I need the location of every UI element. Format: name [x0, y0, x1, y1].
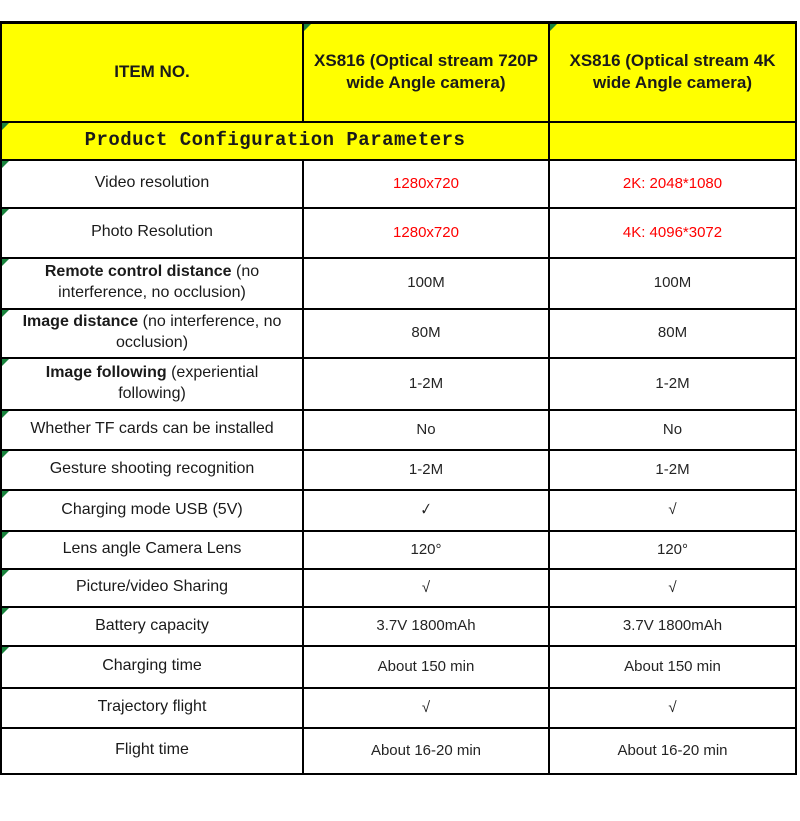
- item-cell: [1, 688, 303, 728]
- item-cell: [1, 258, 303, 309]
- item-cell: [1, 607, 303, 646]
- corner-marker-icon: [2, 259, 9, 266]
- value-cell-720p: 3.7V 1800mAh: [303, 607, 549, 646]
- value-cell-4k: 4K: 4096*3072: [549, 208, 796, 258]
- value-cell-4k: [549, 688, 796, 728]
- item-cell: [1, 208, 303, 258]
- value-cell-720p: 120°: [303, 531, 549, 569]
- item-label: Flight time: [115, 741, 189, 759]
- corner-marker-icon: [2, 310, 9, 317]
- section-title-row: [1, 122, 796, 160]
- value-cell-720p: 1-2M: [303, 358, 549, 410]
- corner-marker-icon: [2, 161, 9, 168]
- value-cell-720p: [303, 569, 549, 607]
- value-cell-4k: About 150 min: [549, 646, 796, 688]
- header-cell-item-no: [1, 23, 303, 122]
- value-cell-720p: No: [303, 410, 549, 450]
- value-cell-720p: About 16-20 min: [303, 728, 549, 774]
- checkmark-icon: ✓: [419, 499, 433, 520]
- table-row-photo-resolution: [1, 208, 796, 258]
- header-cell-720p-model: [303, 23, 549, 122]
- item-label: Charging mode USB (5V): [61, 500, 243, 518]
- table-row-remote-control-distance: [1, 258, 796, 309]
- item-cell: [1, 160, 303, 208]
- item-cell: [1, 309, 303, 358]
- value-cell-4k: 120°: [549, 531, 796, 569]
- table-row-trajectory-flight: [1, 688, 796, 728]
- table-row-flight-time: [1, 728, 796, 774]
- section-empty-cell: [549, 122, 796, 160]
- table-row-tf-cards: [1, 410, 796, 450]
- item-label: Battery capacity: [95, 616, 209, 634]
- value-cell-720p: [303, 490, 549, 531]
- item-label: Whether TF cards can be installed: [30, 420, 274, 438]
- table-row-image-distance: [1, 309, 796, 358]
- table-row-charging-time: [1, 646, 796, 688]
- header-cell-4k-model: [549, 23, 796, 122]
- table-row-video-resolution: [1, 160, 796, 208]
- item-label: Picture/video Sharing: [75, 578, 229, 596]
- item-cell: [1, 410, 303, 450]
- table-row-lens-angle: [1, 531, 796, 569]
- value-cell-4k: 3.7V 1800mAh: [549, 607, 796, 646]
- item-label: Charging time: [102, 657, 202, 675]
- section-title: Product Configuration Parameters: [84, 129, 466, 152]
- product-spec-table: [0, 21, 797, 775]
- value-cell-4k: [549, 569, 796, 607]
- item-label-rest: (experiential following): [118, 363, 259, 402]
- value-cell-720p: 1-2M: [303, 450, 549, 490]
- value-cell-720p: 1280x720: [303, 208, 549, 258]
- corner-marker-icon: [550, 24, 557, 31]
- value-cell-4k: 80M: [549, 309, 796, 358]
- value-cell-720p: About 150 min: [303, 646, 549, 688]
- corner-marker-icon: [2, 411, 9, 418]
- item-cell: [1, 728, 303, 774]
- item-cell: [1, 531, 303, 569]
- item-no-label: ITEM NO.: [114, 62, 190, 82]
- value-cell-4k: About 16-20 min: [549, 728, 796, 774]
- item-cell: [1, 450, 303, 490]
- item-label: Gesture shooting recognition: [49, 460, 255, 478]
- checkmark-icon: √: [668, 578, 677, 596]
- item-label-rest: (no interference, no occlusion): [115, 313, 282, 351]
- corner-marker-icon: [2, 359, 9, 366]
- item-label: Lens angle Camera Lens: [62, 540, 242, 558]
- item-cell: [1, 646, 303, 688]
- item-label-bold: Image following: [45, 363, 167, 381]
- corner-marker-icon: [2, 451, 9, 458]
- corner-marker-icon: [2, 532, 9, 539]
- corner-marker-icon: [2, 123, 9, 130]
- corner-marker-icon: [2, 570, 9, 577]
- value-cell-4k: 2K: 2048*1080: [549, 160, 796, 208]
- table-row-battery-capacity: [1, 607, 796, 646]
- corner-marker-icon: [2, 647, 9, 654]
- corner-marker-icon: [304, 24, 311, 31]
- value-cell-720p: 80M: [303, 309, 549, 358]
- checkmark-icon: √: [421, 698, 431, 716]
- value-cell-4k: 1-2M: [549, 358, 796, 410]
- model-4k-title: XS816 (Optical stream 4K wide Angle camera): [569, 51, 776, 93]
- corner-marker-icon: [2, 209, 9, 216]
- item-label-bold: Image distance: [22, 313, 139, 331]
- item-label: Photo Resolution: [91, 223, 213, 241]
- item-label: Trajectory flight: [97, 698, 207, 716]
- value-cell-4k: [549, 490, 796, 531]
- corner-marker-icon: [2, 491, 9, 498]
- item-cell: [1, 569, 303, 607]
- item-cell: [1, 358, 303, 410]
- checkmark-icon: √: [668, 501, 677, 519]
- item-label-rest: (no interference, no occlusion): [58, 263, 260, 301]
- value-cell-720p: 1280x720: [303, 160, 549, 208]
- table-header-row: [1, 23, 796, 122]
- table-row-picture-video-sharing: [1, 569, 796, 607]
- item-label-bold: Remote control distance: [44, 263, 232, 281]
- model-720p-title: XS816 (Optical stream 720P wide Angle camera): [314, 51, 538, 93]
- table-row-charging-mode: [1, 490, 796, 531]
- item-cell: [1, 490, 303, 531]
- value-cell-4k: 1-2M: [549, 450, 796, 490]
- item-label: Video resolution: [94, 174, 210, 192]
- checkmark-icon: √: [421, 578, 431, 596]
- table-row-image-following: [1, 358, 796, 410]
- value-cell-720p: [303, 688, 549, 728]
- section-title-cell: [1, 122, 549, 160]
- corner-marker-icon: [2, 608, 9, 615]
- value-cell-4k: No: [549, 410, 796, 450]
- checkmark-icon: √: [668, 698, 677, 716]
- value-cell-4k: 100M: [549, 258, 796, 309]
- value-cell-720p: 100M: [303, 258, 549, 309]
- table-row-gesture-shooting: [1, 450, 796, 490]
